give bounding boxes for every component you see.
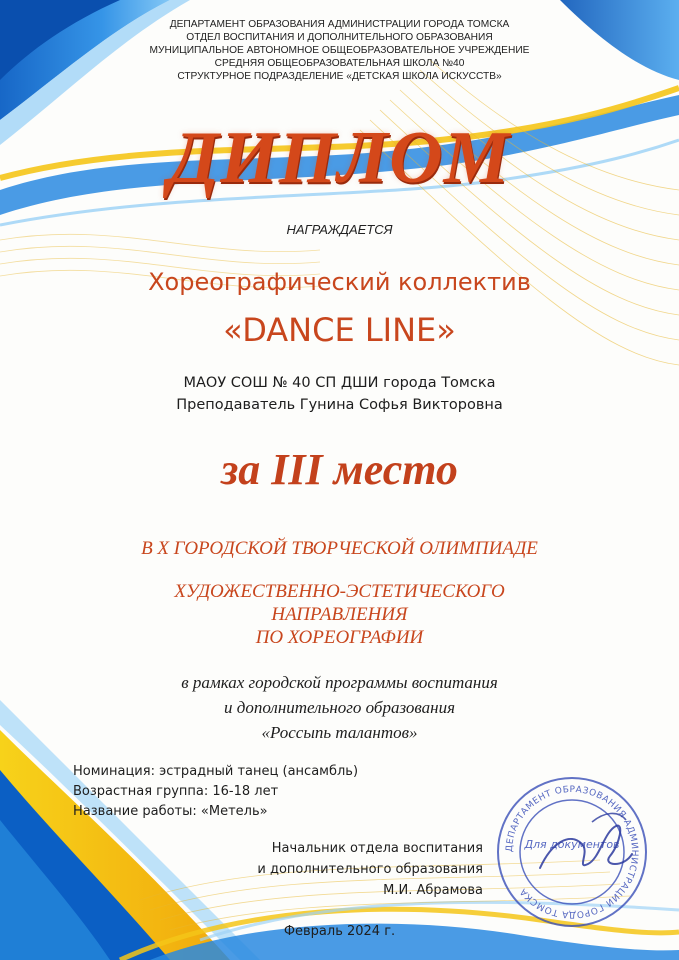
ensemble-name: «DANCE LINE»	[223, 311, 456, 349]
place-award: за III место	[221, 445, 458, 494]
svg-text:ДЕПАРТАМЕНТ ОБРАЗОВАНИЯ АДМИНИ	[505, 785, 639, 919]
issuer-line-2: ОТДЕЛ ВОСПИТАНИЯ И ДОПОЛНИТЕЛЬНОГО ОБРАЗОВАНИЯ	[186, 32, 493, 43]
issuer-header	[0, 18, 679, 83]
teacher-name: Преподаватель Гунина Софья Викторовна	[176, 397, 503, 413]
issuer-line-3: МУНИЦИПАЛЬНОЕ АВТОНОМНОЕ ОБЩЕОБРАЗОВАТЕЛЬНОЕ УЧРЕЖДЕНИЕ	[149, 45, 530, 56]
stamp-ring-text: ДЕПАРТАМЕНТ ОБРАЗОВАНИЯ АДМИНИСТРАЦИИ ГОРОДА ТОМСКА	[504, 784, 640, 920]
issuer-line-4: СРЕДНЯЯ ОБЩЕОБРАЗОВАТЕЛЬНАЯ ШКОЛА №40	[214, 58, 465, 69]
issuer-line-1: ДЕПАРТАМЕНТ ОБРАЗОВАНИЯ АДМИНИСТРАЦИИ ГОРОДА ТОМСКА	[169, 19, 510, 30]
issue-date: Февраль 2024 г.	[283, 924, 396, 939]
issuer-line-5: СТРУКТУРНОЕ ПОДРАЗДЕЛЕНИЕ «ДЕТСКАЯ ШКОЛА ИСКУССТВ»	[177, 71, 502, 82]
school-name: МАОУ СОШ № 40 СП ДШИ города Томска	[183, 375, 496, 391]
signer-position-1: Начальник отдела воспитания	[271, 841, 483, 856]
nomination-details	[73, 762, 358, 822]
signer-position-2: и дополнительного образования	[257, 862, 483, 877]
olympiad-line-4: ПО ХОРЕОГРАФИИ	[255, 627, 424, 648]
diploma-title: ДИПЛОМ	[168, 117, 511, 199]
age-group: Возрастная группа: 16-18 лет	[73, 784, 279, 799]
program-block	[0, 670, 679, 745]
olympiad-line-1: В X ГОРОДСКОЙ ТВОРЧЕСКОЙ ОЛИМПИАДЕ	[141, 538, 538, 559]
signer-name: М.И. Абрамова	[383, 883, 483, 898]
stamp-center-text: Для документов	[524, 838, 620, 851]
work-title: Название работы: «Метель»	[73, 804, 268, 819]
nomination: Номинация: эстрадный танец (ансамбль)	[73, 764, 359, 779]
olympiad-line-2: ХУДОЖЕСТВЕННО-ЭСТЕТИЧЕСКОГО	[174, 581, 505, 602]
program-line-2: и дополнительного образования	[224, 698, 455, 717]
olympiad-line-3: НАПРАВЛЕНИЯ	[271, 604, 408, 625]
awarded-label: НАГРАЖДАЕТСЯ	[286, 222, 393, 237]
recipient-line-1: Хореографический коллектив	[148, 268, 531, 296]
official-stamp	[492, 772, 652, 932]
signature-block	[257, 838, 483, 901]
program-line-1: в рамках городской программы воспитания	[181, 673, 498, 692]
program-line-3: «Россыпь талантов»	[261, 723, 418, 742]
olympiad-block	[0, 537, 679, 649]
school-info	[0, 372, 679, 416]
